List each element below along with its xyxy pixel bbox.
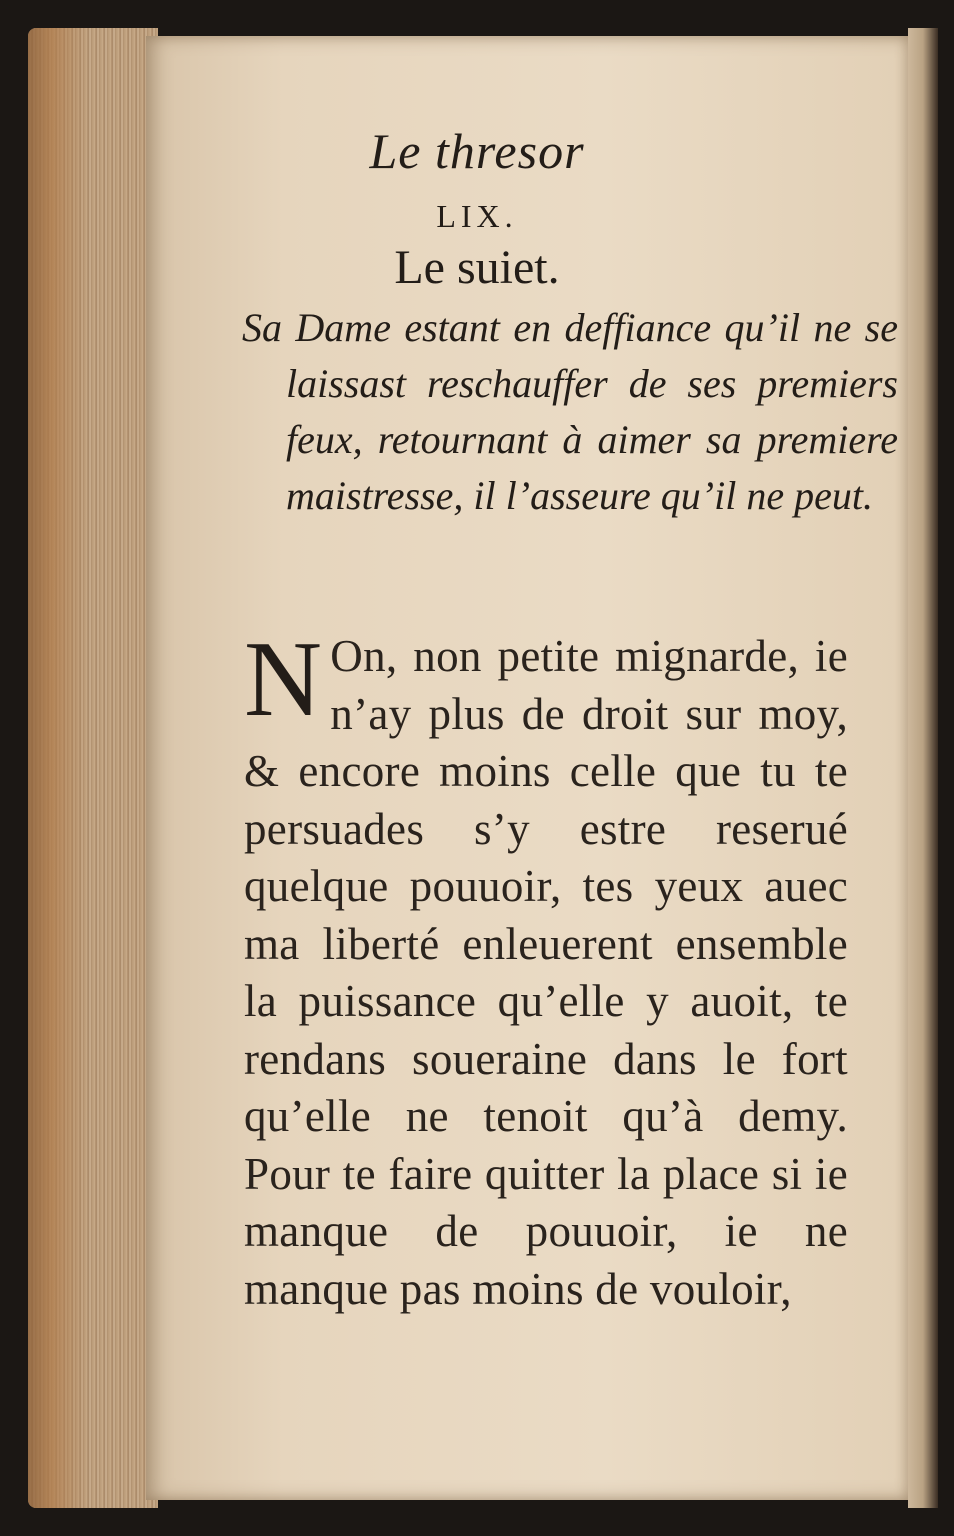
body-text: On, non petite mignarde, ie n’ay plus de droit sur moy, & encore moins celle que tu te persuades s’y estre reserué quelque pouuoir, tes yeux auec ma liberté enleuerent ensemble la puissance qu’elle y auoit, te rendans soueraine dans le fort qu’elle ne tenoit qu’à demy. Pour te faire quitter la place si ie manque de pouuoir, ie ne manque pas moins de vouloir, [244, 631, 848, 1314]
drop-cap: N [244, 620, 323, 739]
body-paragraph [244, 620, 848, 1318]
argument-text: Sa Dame estant en deffiance qu’il ne se laissast reschauffer de ses premiers feux, retournant à aimer sa premiere maistresse, il l’asseure qu’il ne peut. [242, 305, 898, 518]
section-number: LIX. [436, 198, 518, 234]
subject-heading: Le suiet. [394, 241, 560, 294]
running-head: Le thresor [369, 123, 585, 179]
